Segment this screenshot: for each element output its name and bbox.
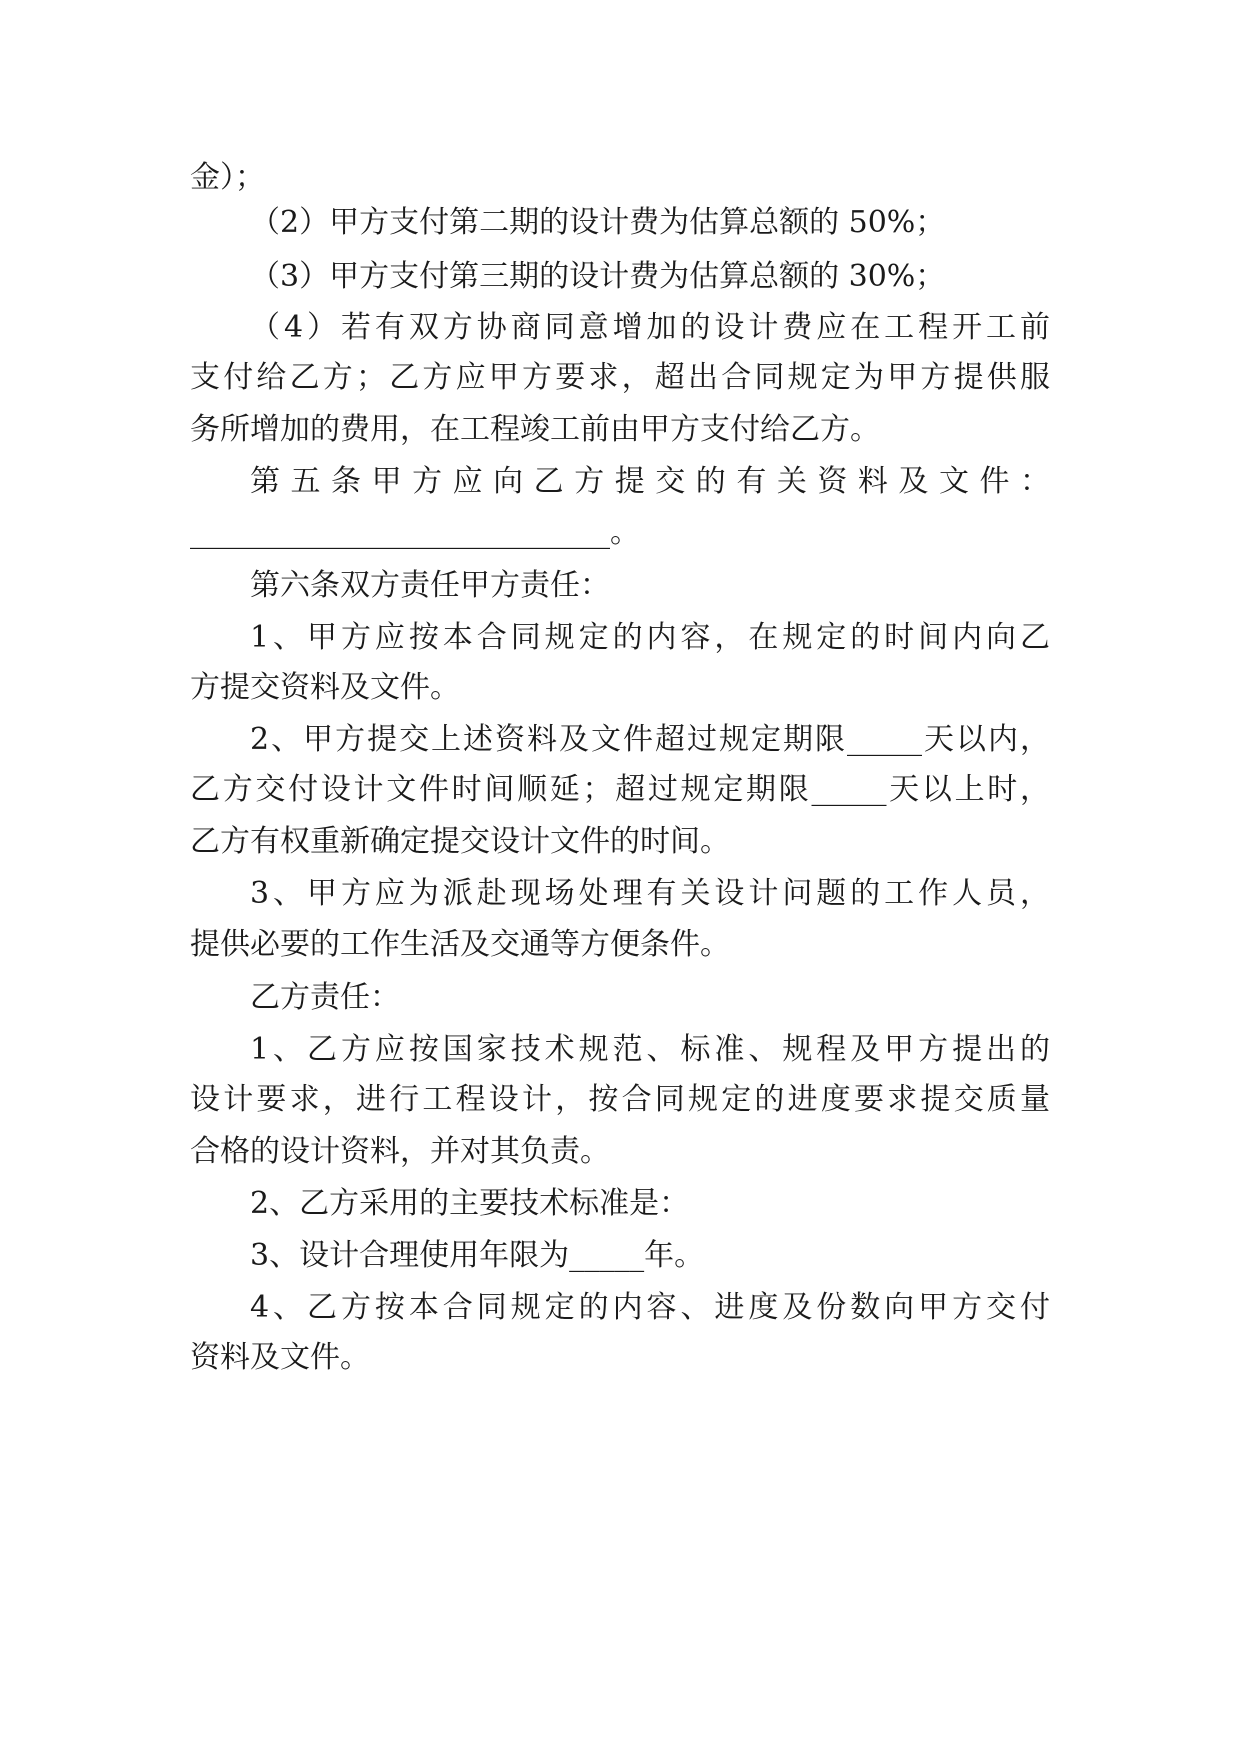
text-line: 合格的设计资料，并对其负责。 (190, 1134, 610, 1169)
text-line: 2、乙方采用的主要技术标准是： (250, 1186, 690, 1221)
section-heading: 乙方责任： (250, 980, 400, 1015)
text-line: 2、甲方提交上述资料及文件超过规定期限_____天以内， (250, 722, 1050, 757)
text-line: 1、乙方应按国家技术规范、标准、规程及甲方提出的 (250, 1032, 1050, 1067)
text-line: 资料及文件。 (190, 1340, 370, 1375)
text-line: （4）若有双方协商同意增加的设计费应在工程开工前 (250, 310, 1050, 345)
text-line: 1、甲方应按本合同规定的内容，在规定的时间内向乙 (250, 620, 1050, 655)
section-heading: 第五条甲方应向乙方提交的有关资料及文件： (250, 464, 1050, 499)
text-line: 乙方交付设计文件时间顺延；超过规定期限_____天以上时， (190, 772, 1050, 807)
section-heading: 第六条双方责任甲方责任： (250, 568, 610, 603)
text-line: 方提交资料及文件。 (190, 670, 460, 705)
text-line: （2）甲方支付第二期的设计费为估算总额的 50%； (250, 205, 946, 240)
text-line: 金）； (190, 160, 265, 195)
text-line: 乙方有权重新确定提交设计文件的时间。 (190, 824, 730, 859)
text-line: 务所增加的费用，在工程竣工前由甲方支付给乙方。 (190, 412, 880, 447)
text-line: （3）甲方支付第三期的设计费为估算总额的 30%； (250, 259, 946, 294)
text-line: 4、乙方按本合同规定的内容、进度及份数向甲方交付 (250, 1290, 1050, 1325)
text-line: 设计要求，进行工程设计，按合同规定的进度要求提交质量 (190, 1082, 1050, 1117)
text-line: 3、设计合理使用年限为_____年。 (250, 1238, 705, 1273)
blank-field-line: ____________________________。 (190, 515, 640, 550)
text-line: 提供必要的工作生活及交通等方便条件。 (190, 927, 730, 962)
text-line: 支付给乙方；乙方应甲方要求，超出合同规定为甲方提供服 (190, 360, 1050, 395)
text-line: 3、甲方应为派赴现场处理有关设计问题的工作人员， (250, 876, 1050, 911)
